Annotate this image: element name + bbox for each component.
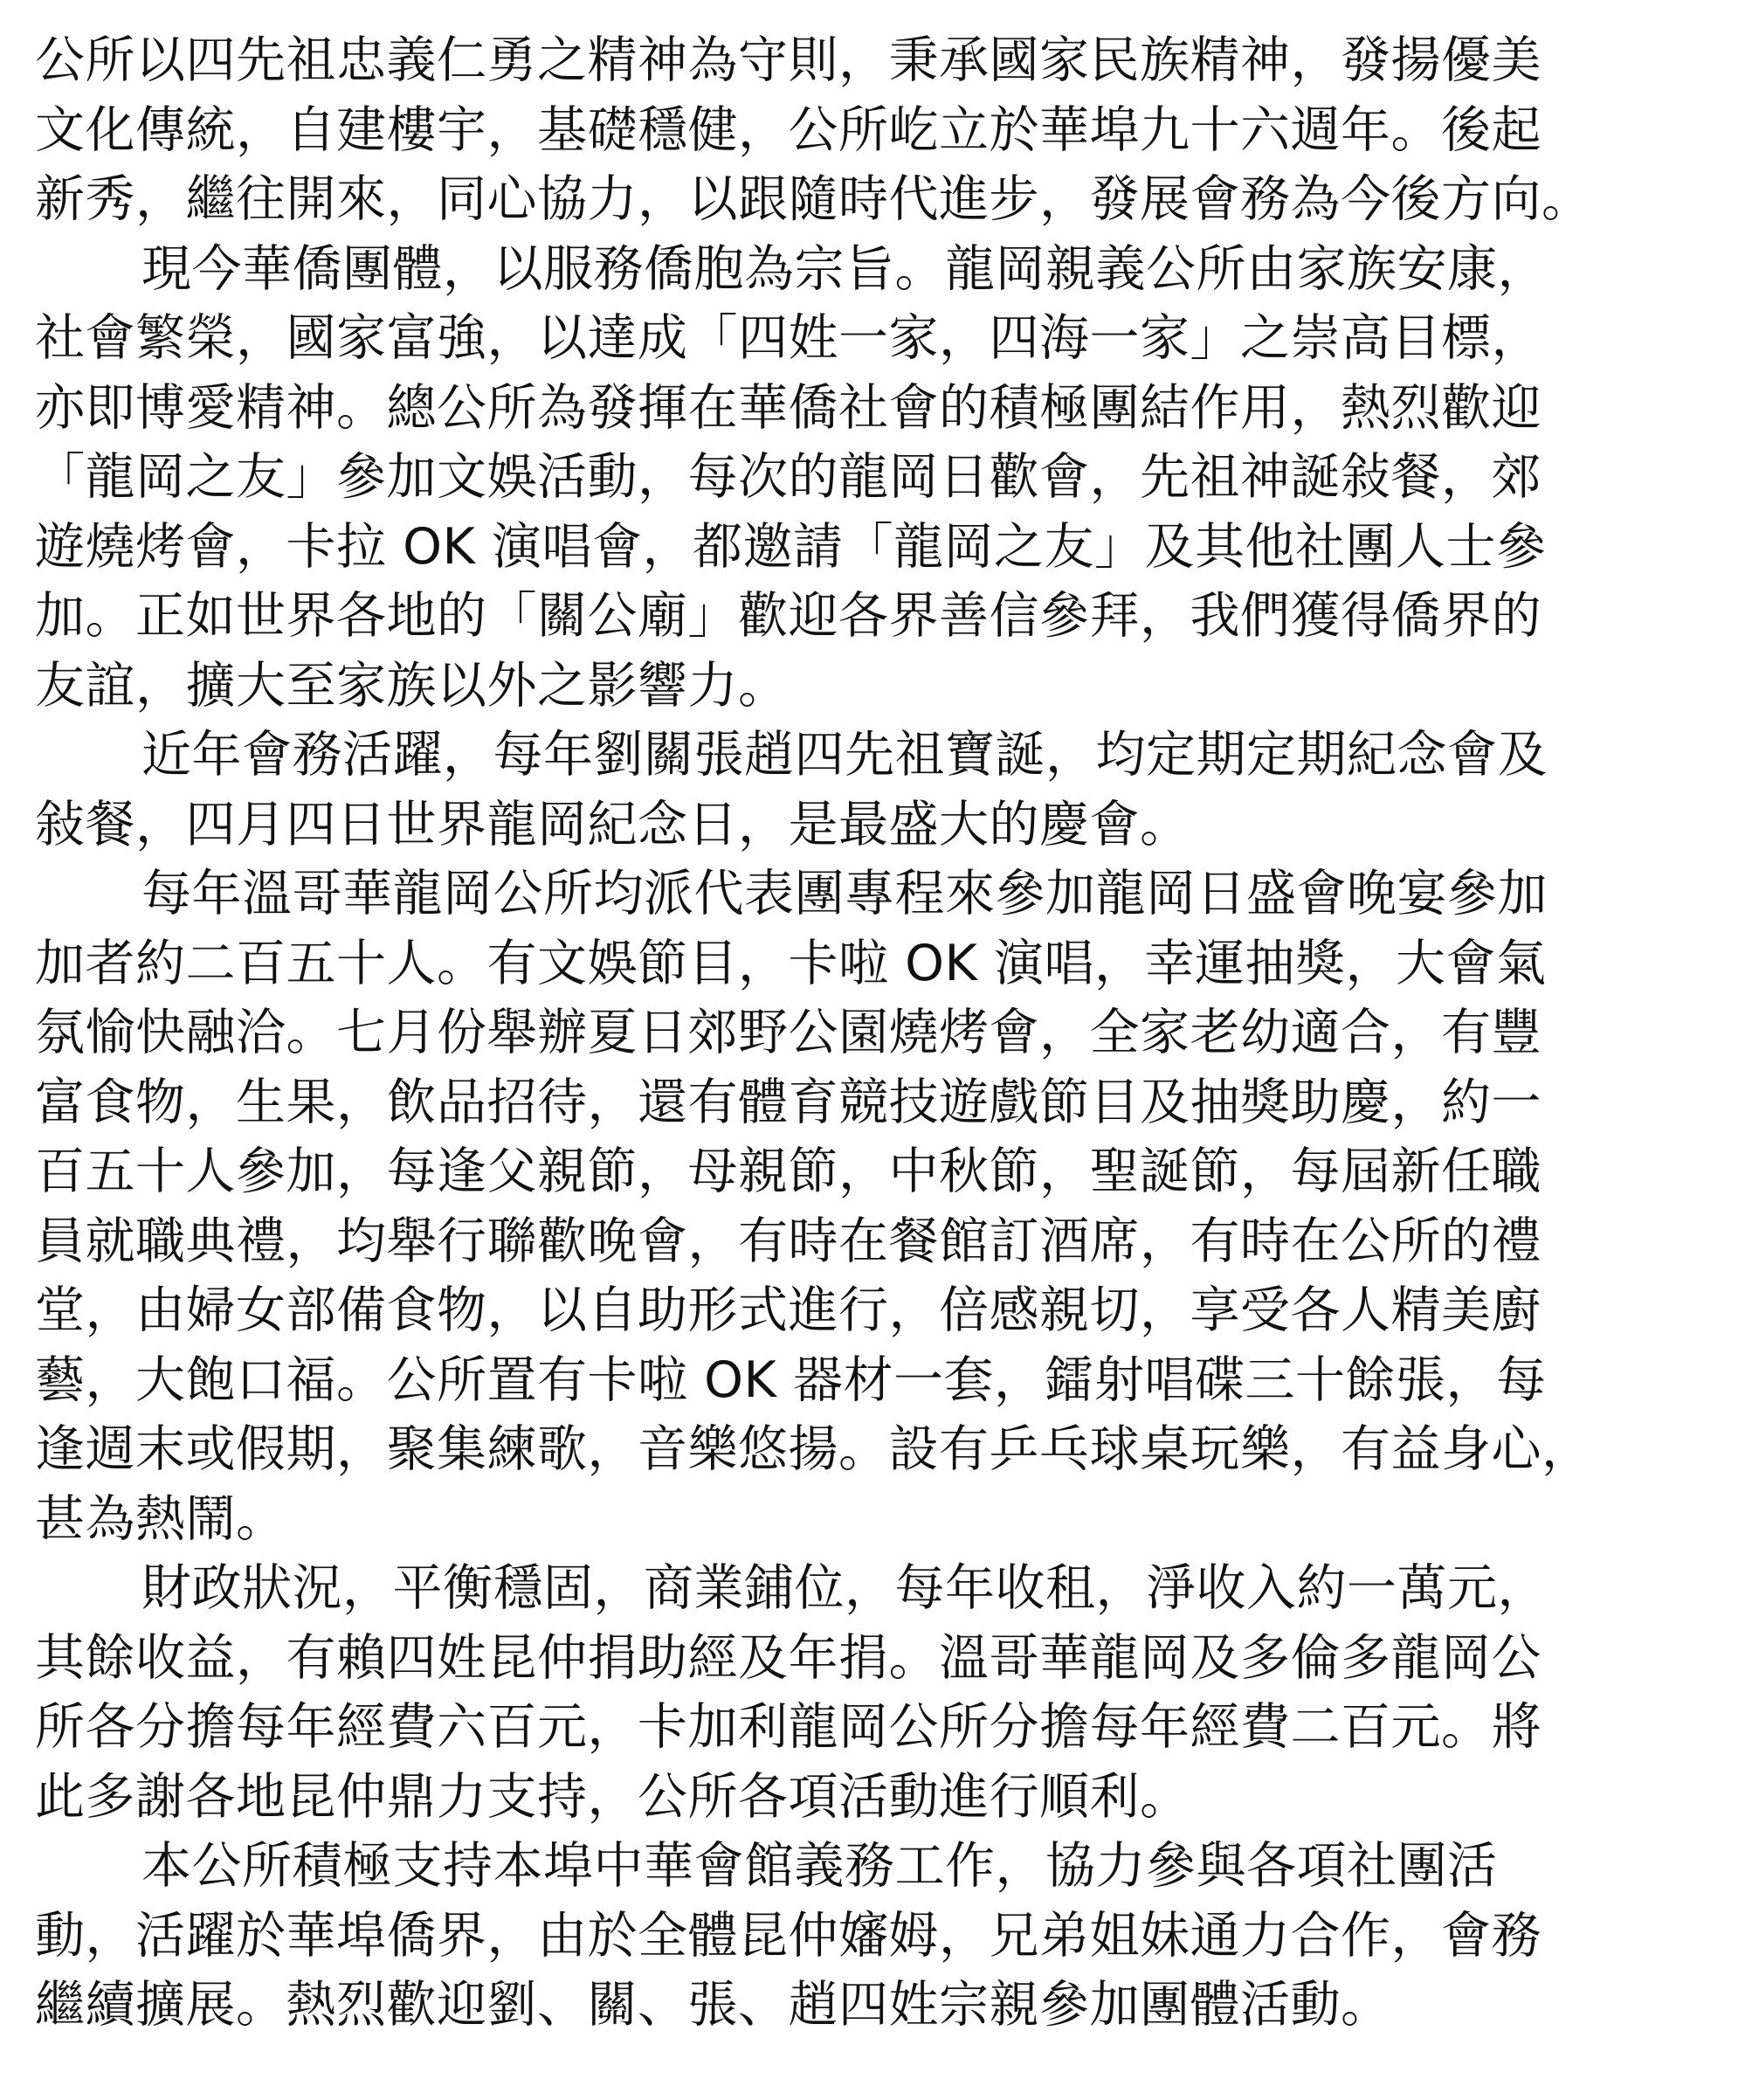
text-line: 藝，大飽口福。公所置有卡啦 OK 器材一套，鐳射唱碟三十餘張，每 (35, 1350, 1547, 1409)
text-line: 氛愉快融洽。七月份舉辦夏日郊野公園燒烤會，全家老幼適合，有豐 (35, 1004, 1542, 1061)
text-line: 堂，由婦女部備食物，以自助形式進行，倍感親切，享受各人精美廚 (35, 1281, 1542, 1339)
paragraph-start-line: 現今華僑團體，以服務僑胞為宗旨。龍岡親義公所由家族安康， (141, 239, 1548, 298)
text-line: 富食物，生果，飲品招待，還有體育競技遊戲節目及抽獎助慶，約一 (35, 1073, 1542, 1131)
paragraph-start-line: 每年溫哥華龍岡公所均派代表團專程來參加龍岡日盛會晚宴參加 (141, 865, 1548, 922)
text-line: 遊燒烤會，卡拉 OK 演唱會，都邀請「龍岡之友」及其他社團人士參 (35, 517, 1547, 576)
text-line: 所各分擔每年經費六百元，卡加利龍岡公所分擔每年經費二百元。將 (35, 1698, 1542, 1756)
document-page (35, 26, 1710, 2041)
text-line: 動，活躍於華埠僑界，由於全體昆仲嬸姆，兄弟姐妹通力合作，會務 (35, 1906, 1542, 1965)
text-line: 繼續擴展。熱烈歡迎劉、關、張、趙四姓宗親參加團體活動。 (35, 1976, 1391, 2034)
text-line: 友誼，擴大至家族以外之影響力。 (35, 656, 789, 715)
text-line: 亦即博愛精神。總公所為發揮在華僑社會的積極團結作用，熱烈歡迎 (35, 378, 1542, 437)
paragraph-start-line: 本公所積極支持本埠中華會館義務工作，協力參與各項社團活 (141, 1837, 1498, 1895)
text-line: 文化傳統，自建樓宇，基礎穩健，公所屹立於華埠九十六週年。後起 (35, 100, 1542, 159)
text-line: 甚為熱鬧。 (35, 1489, 286, 1548)
text-line: 「龍岡之友」參加文娛活動，每次的龍岡日歡會，先祖神誕敍餐，郊 (35, 448, 1542, 506)
text-line: 加者約二百五十人。有文娛節目，卡啦 OK 演唱，幸運抽獎，大會氣 (35, 934, 1547, 992)
text-line: 加。正如世界各地的「關公廟」歡迎各界善信參拜，我們獲得僑界的 (35, 587, 1542, 645)
text-line: 其餘收益，有賴四姓昆仲捐助經及年捐。溫哥華龍岡及多倫多龍岡公 (35, 1628, 1542, 1687)
text-line: 此多謝各地昆仲鼎力支持，公所各項活動進行順利。 (35, 1767, 1190, 1826)
text-line: 新秀，繼往開來，同心協力，以跟隨時代進步，發展會務為今後方向。 (35, 170, 1592, 228)
text-line: 員就職典禮，均舉行聯歡晚會，有時在餐館訂酒席，有時在公所的禮 (35, 1212, 1542, 1270)
text-line: 社會繁榮，國家富強，以達成「四姓一家，四海一家」之崇高目標， (35, 309, 1542, 367)
text-line: 公所以四先祖忠義仁勇之精神為守則，秉承國家民族精神，發揚優美 (35, 31, 1542, 89)
text-line: 逢週末或假期，聚集練歌，音樂悠揚。設有乒乓球桌玩樂，有益身心， (35, 1420, 1592, 1478)
text-line: 百五十人參加，每逢父親節，母親節，中秋節，聖誕節，每屆新任職 (35, 1143, 1542, 1200)
text-line: 敍餐，四月四日世界龍岡紀念日，是最盛大的慶會。 (35, 795, 1190, 853)
paragraph-start-line: 財政狀況，平衡穩固，商業鋪位，每年收租，淨收入約一萬元， (141, 1559, 1548, 1617)
paragraph-start-line: 近年會務活躍，每年劉關張趙四先祖寶誕，均定期定期紀念會及 (141, 726, 1548, 784)
